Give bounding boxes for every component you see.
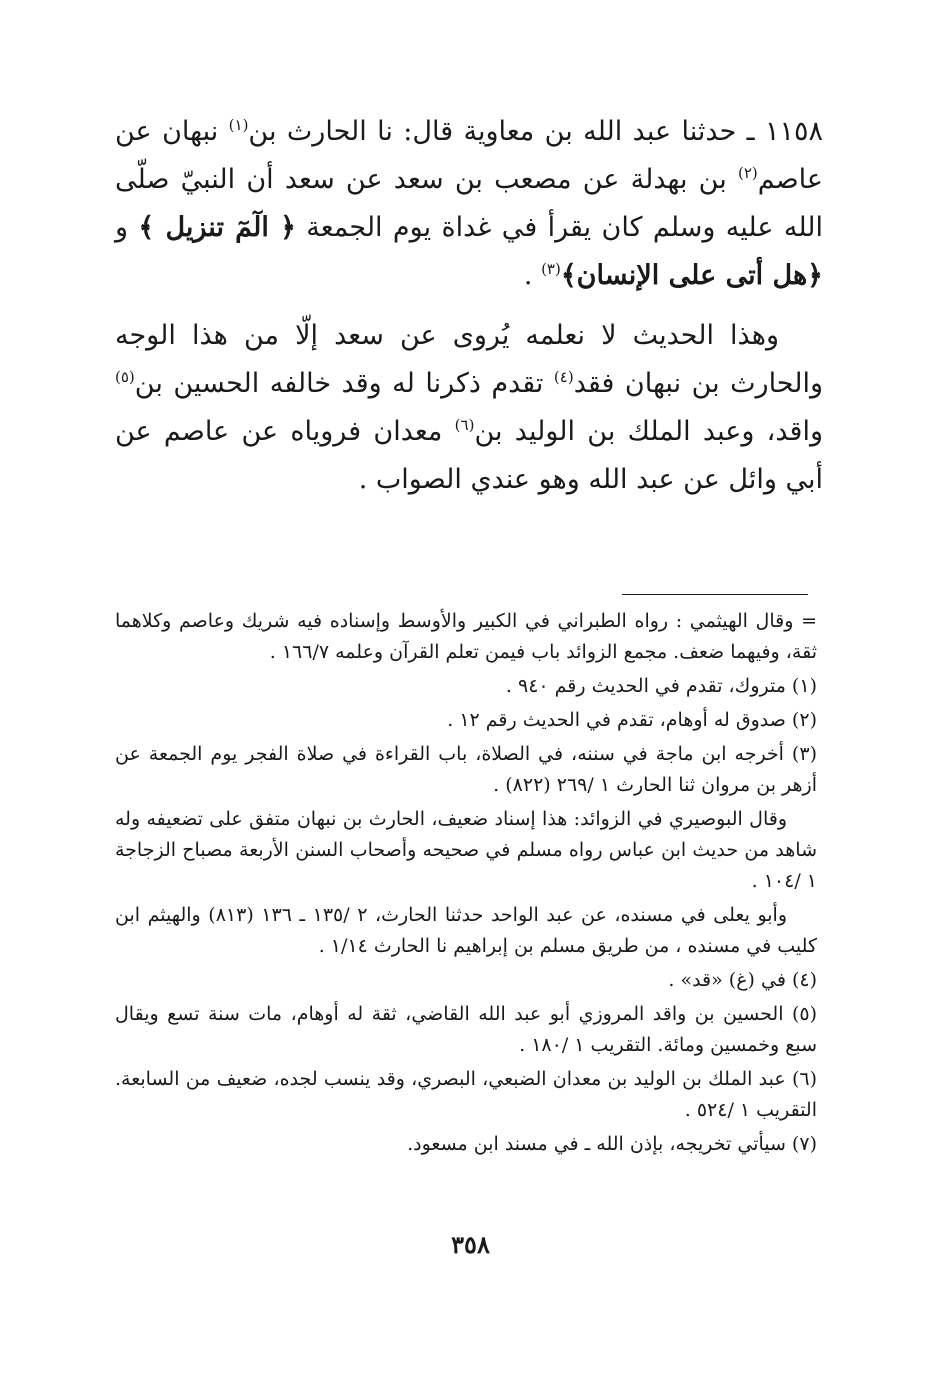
quran-surah-name: ﴿ الٓمٓ تنزيل ﴾: [138, 212, 296, 243]
main-text: [115, 108, 823, 504]
footnote-ref: (٣): [541, 260, 561, 278]
commentary-text: وهذا الحديث لا نعلمه يُروى عن سعد إلّا من هذا الوجه والحارث بن نبهان فقد: [115, 320, 824, 399]
hadith-text: .: [523, 260, 542, 291]
footnote-continuation: وقال البوصيري في الزوائد: هذا إسناد ضعيف، الحارث بن نبهان متفق على تضعيفه وله شاهد من حديث ابن عباس رواه مسلم في صحيحه وأصحاب السنن الأربعة مصباح الزجاجة ١ /١٠٤ .: [115, 808, 817, 892]
footnote-ref: (٢): [737, 164, 758, 182]
footnote: (١) متروك، تقدم في الحديث رقم ٩٤٠ .: [505, 675, 817, 697]
hadith-text: بن بهدلة عن مصعب بن سعد عن سعد أن النبيّ صلّى الله عليه وسلم كان يقرأ في غداة يوم الجمعة: [115, 164, 823, 243]
footnote: (٧) سيأتي تخريجه، بإذن الله ـ في مسند ابن مسعود.: [407, 1133, 817, 1155]
footnote-ref: (٤): [553, 368, 574, 386]
footnote: (٥) الحسين بن واقد المروزي أبو عبد الله القاضي، ثقة له أوهام، مات سنة تسع ويقال سبع وخمسين ومائة. التقريب ١ /١٨٠ .: [115, 1003, 817, 1056]
footnote: = وقال الهيثمي : رواه الطبراني في الكبير والأوسط وإسناده فيه شريك وعاصم وكلاهما ثقة، وفيهما ضعف. مجمع الزوائد باب فيمن تعلم القرآن وعلمه ١٦٦/٧ .: [115, 610, 817, 663]
footnote-ref: (٦): [454, 416, 475, 434]
hadith-text: و: [115, 212, 139, 243]
footnote-continuation: وأبو يعلى في مسنده، عن عبد الواحد حدثنا الحارث، ٢ /١٣٥ ـ ١٣٦ (٨١٣) والهيثم ابن كليب في مسنده ، من طريق مسلم بن إبراهيم نا الحارث ١/١٤ .: [115, 904, 817, 957]
commentary-text: واقد، وعبد الملك بن الوليد بن: [474, 416, 823, 447]
hadith-paragraph: [115, 108, 823, 300]
quran-surah-name: ﴿هل أتى على الإنسان﴾: [560, 260, 823, 291]
footnote-divider: [622, 594, 808, 595]
footnote: (٤) في (غ) «قد» .: [668, 969, 817, 991]
page-number: ٣٥٨: [451, 1230, 490, 1259]
footnote: (٣) أخرجه ابن ماجة في سننه، في الصلاة، باب القراءة في صلاة الفجر يوم الجمعة عن أزهر بن مروان ثنا الحارث ١ /٢٦٩ (٨٢٢) .: [115, 743, 817, 796]
commentary-text: تقدم ذكرنا له وقد خالفه الحسين بن: [134, 368, 554, 399]
footnote: (٢) صدوق له أوهام، تقدم في الحديث رقم ١٢ .: [447, 709, 817, 731]
hadith-text: ١١٥٨ ـ حدثنا عبد الله بن معاوية قال: نا الحارث بن: [248, 116, 823, 147]
footnotes: [115, 606, 817, 1163]
commentary-text: معدان فروياه عن عاصم عن أبي وائل عن عبد الله وهو عندي الصواب .: [115, 416, 823, 495]
commentary-paragraph: [115, 312, 823, 504]
footnote: (٦) عبد الملك بن الوليد بن معدان الضبعي، البصري، وقد ينسب لجده، ضعيف من السابعة. التقريب ١ /٥٢٤ .: [115, 1068, 817, 1121]
footnote-ref: (٥): [115, 368, 135, 386]
footnote-ref: (١): [228, 116, 249, 134]
hadith-text: نبهان عن عاصم: [115, 116, 823, 195]
